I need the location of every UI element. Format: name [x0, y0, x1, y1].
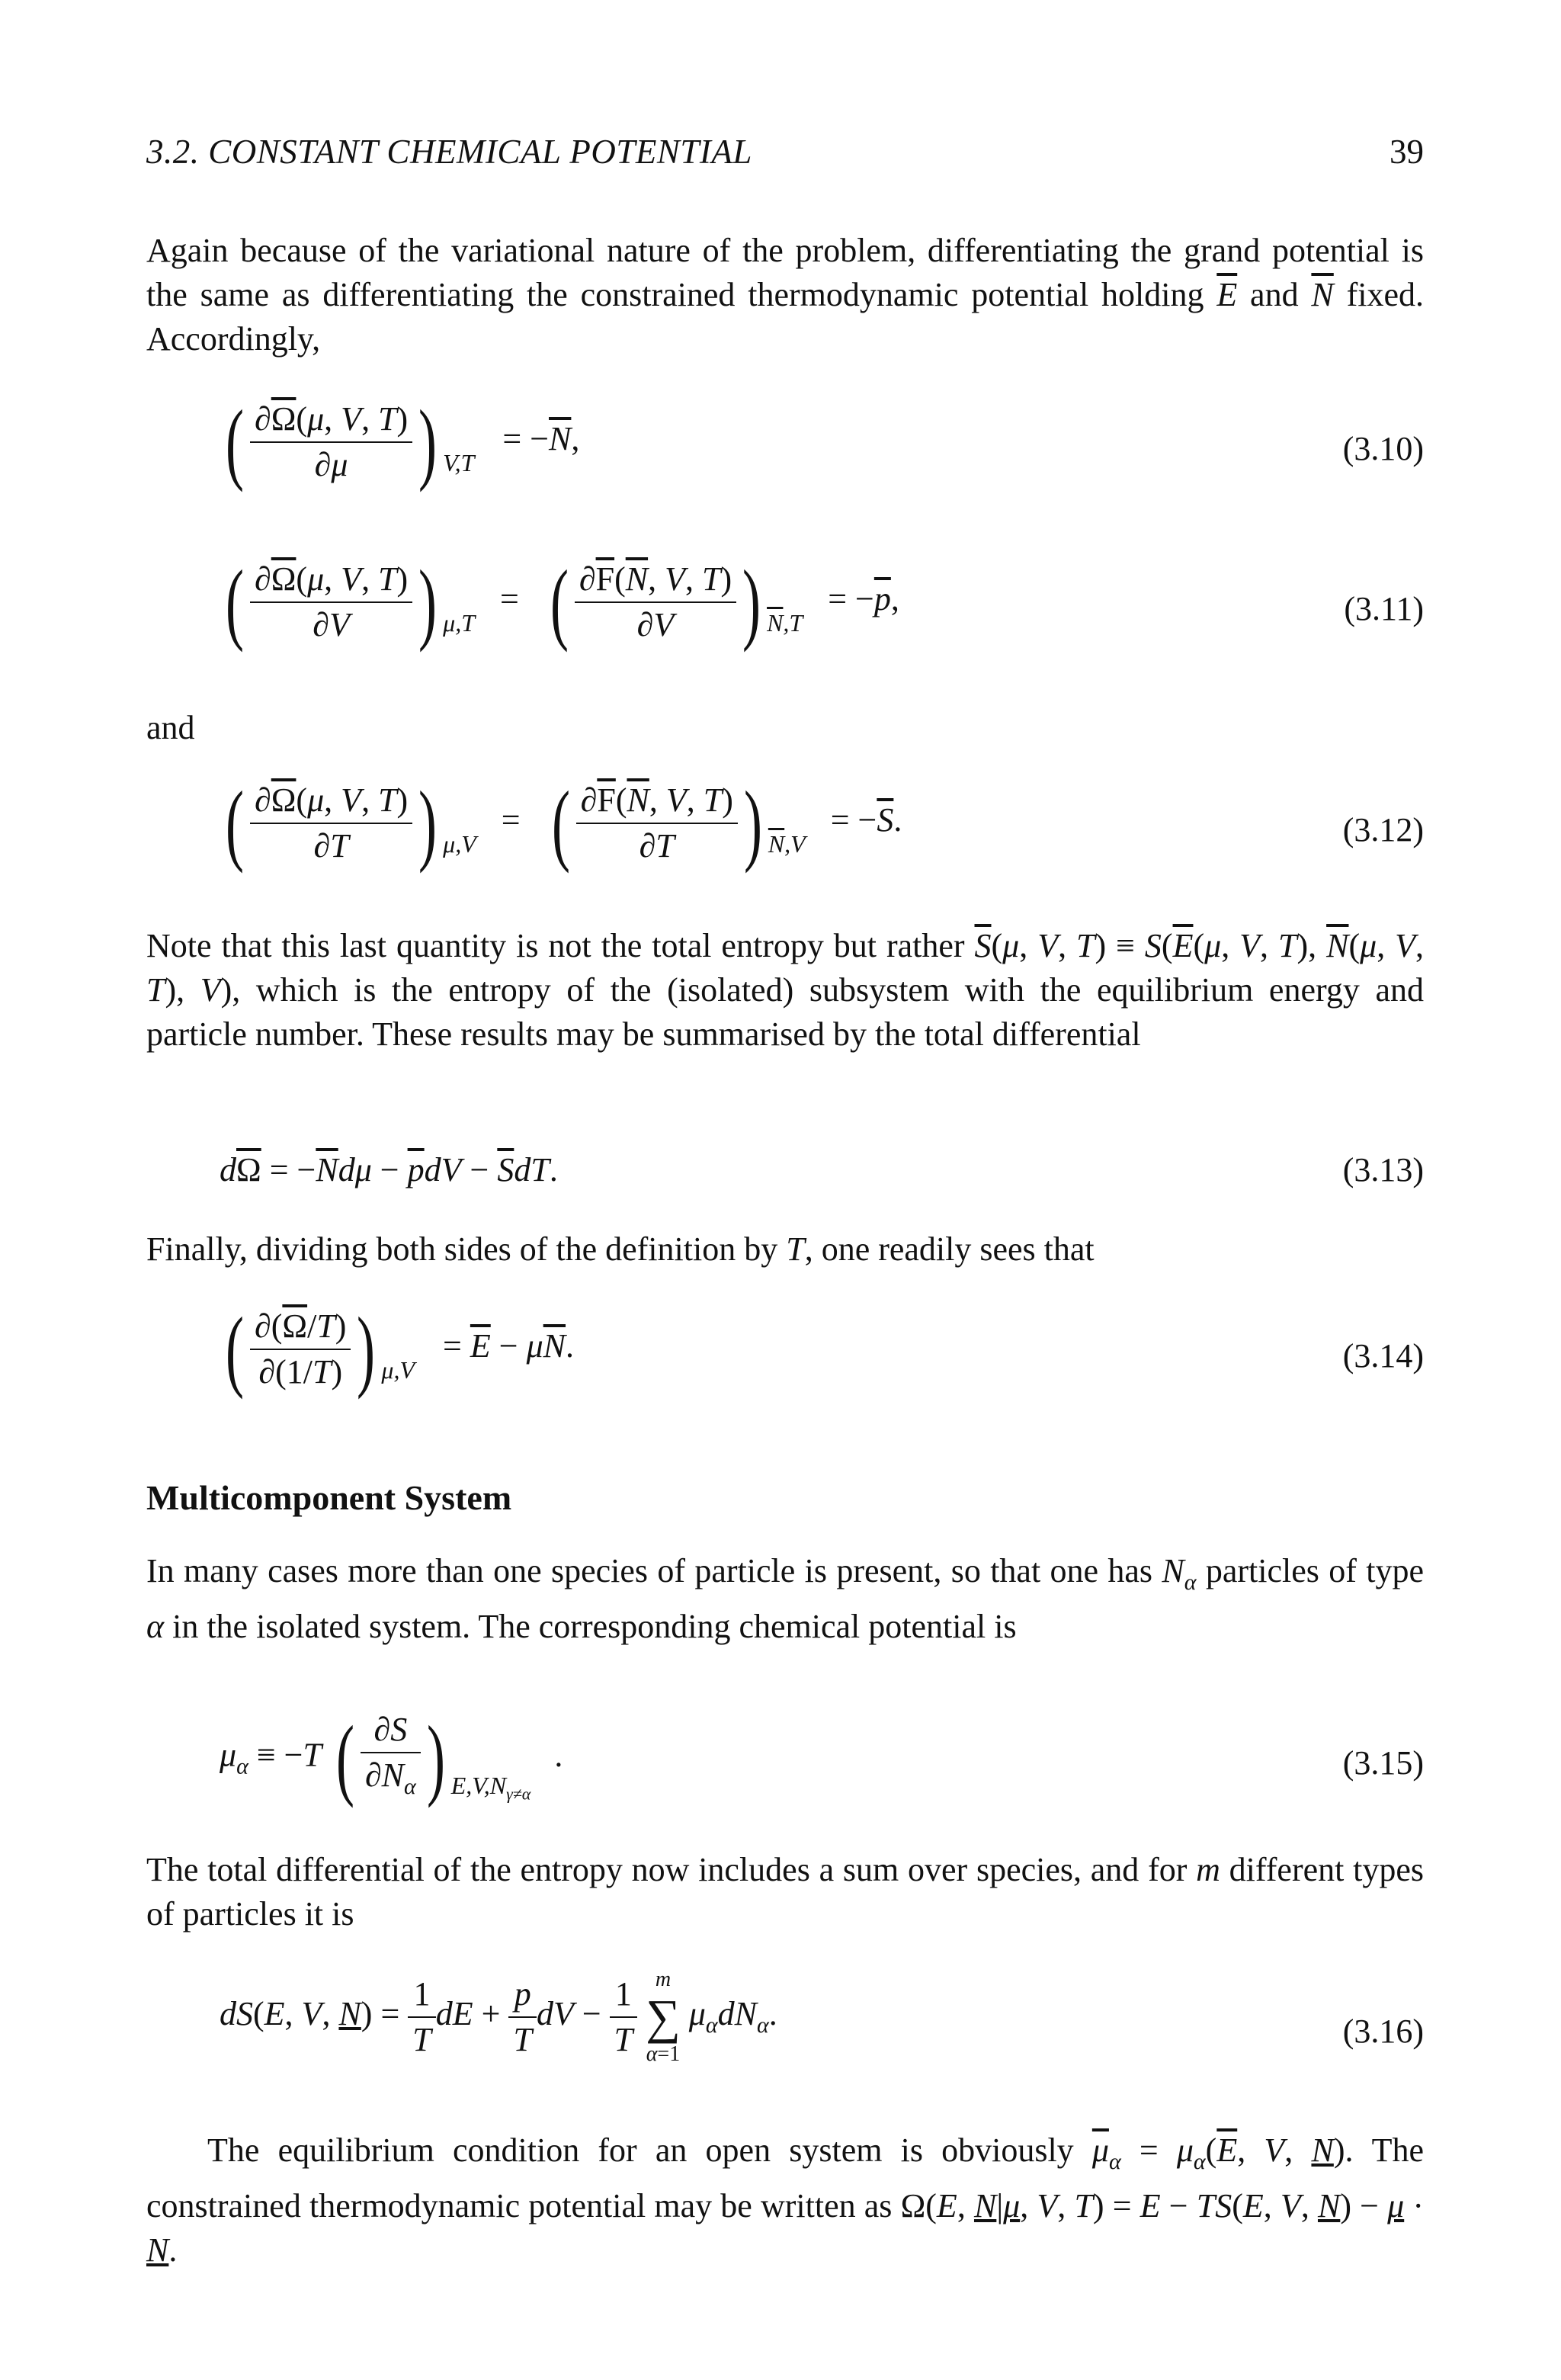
paragraph-6-text: The equilibrium condition for an open system is obviously $\overline{\mu}_\alpha = \mu_\alpha(\overline{E}$, V, N). The constrained thermodynamic potential may be written as Ω(E, N|μ, V, T) = E − TS(E, V, N) − μ · N. — [146, 2131, 1425, 2269]
paragraph-3-text: Finally, dividing both sides of the definition by T, one readily sees that — [146, 1230, 1095, 1268]
and-connector: and — [146, 709, 195, 746]
paragraph-1-text: Again because of the variational nature of the problem, differentiating the grand potential is the same as differentiating the constrained thermodynamic potential holding $\overline{E}$ and $\overline{N}$ fixed. Accordingly, — [146, 232, 1425, 358]
equation-3-11: ( $\frac{\partial\overline{\Omega}(\mu, V, T)}{\partial V}$ ) $_{\mu,T}$ = ( $\frac{\partial\overline{F}(\overline{N}, V, T)}{\partial V}$ ) $_{\overline{N},T} = -\overline{p}$, (3.11) — [225, 551, 1424, 653]
paragraph-5 — [146, 1848, 1424, 1936]
equation-number-3-13: (3.13) — [1342, 1151, 1424, 1188]
paragraph-4 — [146, 1549, 1424, 1649]
paragraph-4-text: In many cases more than one species of particle is present, so that one has $N_\alpha$ particles of type α in the isolated system. The corresponding chemical potential is — [146, 1552, 1424, 1645]
paragraph-6 — [146, 2128, 1424, 2273]
section-heading: Multicomponent System — [146, 1478, 512, 1517]
equation-number-3-15: (3.15) — [1342, 1744, 1424, 1782]
equation-number-3-11: (3.11) — [1344, 590, 1424, 627]
equation-number-3-14: (3.14) — [1342, 1337, 1424, 1374]
paragraph-2-text: Note that this last quantity is not the total entropy but rather $\overline{S}(\mu$, V, $T) \equiv S(\overline{E}(\mu$, V, T), $\overline{N}(\mu$, V, T), V), which is the entropy of the (isolated) subsystem with the equilibrium energy and particle number. These results may be summarised by the total differential — [146, 927, 1425, 1053]
equation-3-16: dS(E, V, N) = $\frac{1}{T}$ dE + $\frac{p}{T}$ dV − $\frac{1}{T}$ m ∑ α=1 $\mu_\alpha dN_\alpha$. (3.16) — [220, 1968, 1424, 2066]
equation-number-3-10: (3.10) — [1342, 430, 1424, 467]
equation-number-3-16: (3.16) — [1342, 2013, 1424, 2050]
equation-3-13: $d\overline{\Omega} = -\overline{N}d\mu - \overline{p}dV - \overline{S}dT$. (3.13) — [146, 1148, 1424, 1194]
paragraph-2 — [146, 924, 1424, 1057]
running-header: 3.2. CONSTANT CHEMICAL POTENTIAL — [146, 133, 752, 171]
equation-3-10: ( $\frac{\partial\overline{\Omega}(\mu, V, T)}{\partial\mu}$ ) $_{V,T} = -\overline{N}$, (3.10) — [225, 391, 1424, 492]
page-number: 39 — [1390, 133, 1424, 171]
equation-number-3-12: (3.12) — [1342, 811, 1424, 848]
paragraph-5-text: The total differential of the entropy now includes a sum over species, and for m different types of particles it is — [146, 1851, 1424, 1933]
equation-3-14: ( $\frac{\partial(\overline{\Omega}/T)}{\partial(1/T)}$ ) $_{\mu,V} = \overline{E} - \mu\overline{N}$. (3.14) — [225, 1298, 1424, 1400]
paragraph-1 — [146, 229, 1424, 361]
equation-3-12: ( $\frac{\partial\overline{\Omega}(\mu, V, T)}{\partial T}$ ) $_{\mu,V}$ = ( $\frac{\partial\overline{F}(\overline{N}, V, T)}{\partial T}$ ) $_{\overline{N},V} = -\overline{S}$. (3.12) — [225, 772, 1424, 874]
equation-3-15: $\mu_\alpha \equiv -T$ ( $\frac{\partial S}{\partial N_\alpha}$ ) $_{E,V,N_{\gamma\ne\alpha}}$ . (3.15) — [220, 1707, 1424, 1809]
paragraph-3 — [146, 1227, 1424, 1272]
